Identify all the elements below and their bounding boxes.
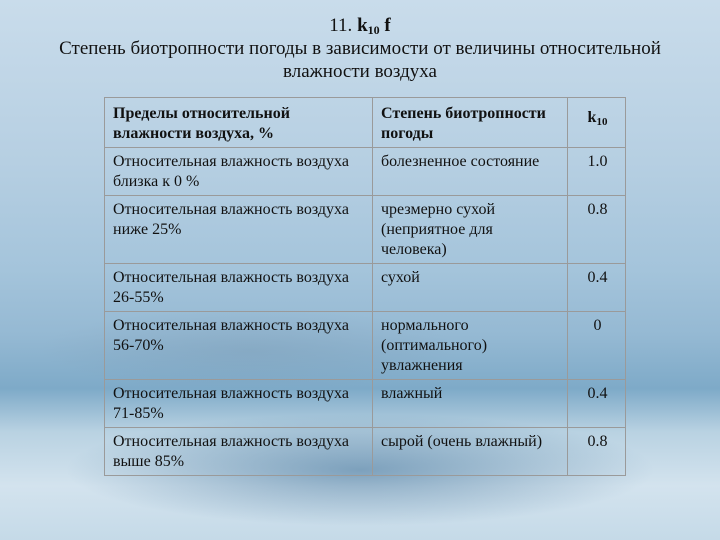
title-subtitle-line-1: Степень биотропности погоды в зависимости от величины относительной (59, 38, 661, 59)
cell-biotropy-degree: чрезмерно сухой (неприятное для человека) (373, 196, 568, 264)
title-number: 11. (329, 15, 353, 36)
cell-k10-value: 0.8 (568, 196, 626, 264)
header-k10-subscript: 10 (596, 116, 608, 128)
title-k-base: k (357, 15, 368, 36)
title-f-symbol: f (384, 15, 391, 36)
humidity-biotropy-table (104, 97, 626, 476)
header-k10-base: k (587, 109, 597, 126)
cell-k10-value: 0.8 (568, 428, 626, 476)
cell-k10-value: 0 (568, 312, 626, 380)
cell-humidity-range: Относительная влажность воздуха 26-55% (105, 264, 373, 312)
cell-humidity-range: Относительная влажность воздуха 71-85% (105, 380, 373, 428)
cell-humidity-range: Относительная влажность воздуха близка к 0 % (105, 148, 373, 196)
cell-biotropy-degree: сырой (очень влажный) (373, 428, 568, 476)
title-main-line (0, 14, 720, 37)
cell-biotropy-degree: болезненное состояние (373, 148, 568, 196)
cell-k10-value: 1.0 (568, 148, 626, 196)
cell-k10-value: 0.4 (568, 264, 626, 312)
header-biotropy-degree: Степень биотропности погоды (373, 98, 568, 148)
title-k-symbol (357, 15, 391, 36)
cell-biotropy-degree: влажный (373, 380, 568, 428)
cell-k10-value: 0.4 (568, 380, 626, 428)
table-row (105, 264, 626, 312)
table-row (105, 196, 626, 264)
cell-biotropy-degree: нормального (оптимального) увлажнения (373, 312, 568, 380)
table-row (105, 312, 626, 380)
table-header-row (105, 98, 626, 148)
cell-humidity-range: Относительная влажность воздуха выше 85% (105, 428, 373, 476)
slide-title (0, 14, 720, 83)
cell-humidity-range: Относительная влажность воздуха 56-70% (105, 312, 373, 380)
table-row (105, 380, 626, 428)
title-k-subscript: 10 (367, 23, 380, 37)
title-subtitle-line-2: влажности воздуха (283, 61, 437, 82)
header-humidity-range: Пределы относительной влажности воздуха, % (105, 98, 373, 148)
table-row (105, 428, 626, 476)
cell-humidity-range: Относительная влажность воздуха ниже 25% (105, 196, 373, 264)
table-row (105, 148, 626, 196)
header-k10 (568, 98, 626, 148)
cell-biotropy-degree: сухой (373, 264, 568, 312)
